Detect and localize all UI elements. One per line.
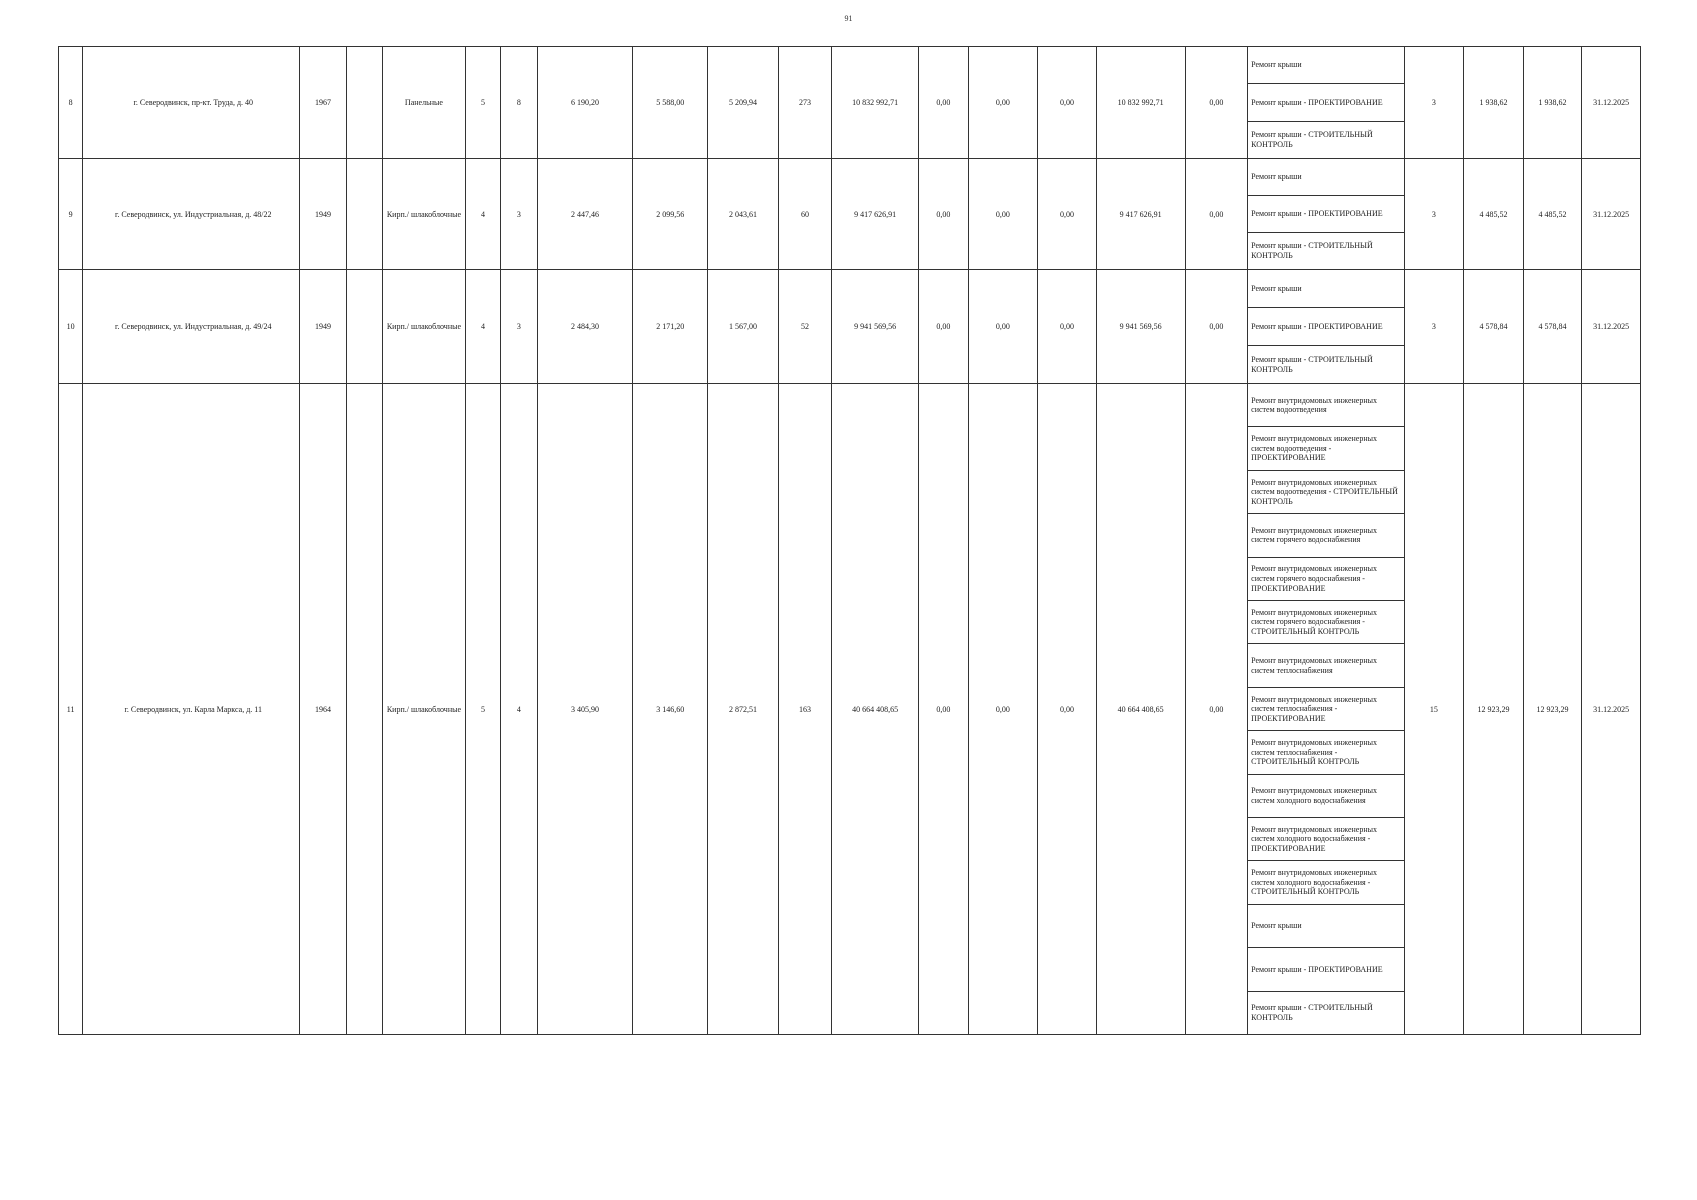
work-item: Ремонт внутридомовых инженерных систем горячего водоснабжения - СТРОИТЕЛЬНЫЙ КОНТРОЛЬ [1248,601,1403,644]
total-cost-cell: 9 417 626,91 [832,159,919,270]
municipal-funds-cell: 0,00 [1038,47,1097,159]
works-list [1248,270,1403,383]
address-cell: г. Северодвинск, ул. Карла Маркса, д. 11 [83,384,300,1035]
blank-cell [346,159,382,270]
municipal-funds-cell: 0,00 [1038,159,1097,270]
premises-area-cell: 3 146,60 [633,384,708,1035]
table-row [59,384,1641,1035]
owners-funds-cell: 9 417 626,91 [1096,159,1185,270]
federal-funds-cell: 0,00 [919,270,968,384]
row-number: 9 [59,159,83,270]
work-item: Ремонт внутридомовых инженерных систем холодного водоснабжения - СТРОИТЕЛЬНЫЙ КОНТРОЛЬ [1248,861,1403,904]
work-item: Ремонт крыши [1248,159,1403,196]
residents-cell: 52 [778,270,832,384]
row-number: 11 [59,384,83,1035]
blank-cell [346,47,382,159]
total-area-cell: 3 405,90 [537,384,633,1035]
work-item: Ремонт внутридомовых инженерных систем водоотведения - ПРОЕКТИРОВАНИЕ [1248,427,1403,470]
works-list [1248,384,1403,1034]
works-list [1248,159,1403,269]
limit-cost-cell: 1 938,62 [1523,47,1582,159]
other-funds-cell: 0,00 [1185,270,1248,384]
repair-register-table [58,46,1641,1035]
federal-funds-cell: 0,00 [919,384,968,1035]
wall-material-cell: Кирп./ шлакоблочные [383,270,466,384]
work-item: Ремонт крыши - СТРОИТЕЛЬНЫЙ КОНТРОЛЬ [1251,130,1373,149]
regional-funds-cell: 0,00 [968,47,1038,159]
unit-cost-cell: 4 485,52 [1464,159,1524,270]
unit-cost-cell: 1 938,62 [1464,47,1524,159]
regional-funds-cell: 0,00 [968,384,1038,1035]
residential-area-cell: 1 567,00 [708,270,779,384]
other-funds-cell: 0,00 [1185,47,1248,159]
work-item: Ремонт внутридомовых инженерных систем теплоснабжения - СТРОИТЕЛЬНЫЙ КОНТРОЛЬ [1248,731,1403,774]
entrances-cell: 3 [501,270,537,384]
work-item: Ремонт крыши - СТРОИТЕЛЬНЫЙ КОНТРОЛЬ [1251,354,1373,374]
deadline-cell: 31.12.2025 [1582,384,1641,1035]
unit-cost-cell: 4 578,84 [1464,270,1524,384]
work-item: Ремонт внутридомовых инженерных систем горячего водоснабжения - ПРОЕКТИРОВАНИЕ [1248,558,1403,601]
work-item: Ремонт крыши - ПРОЕКТИРОВАНИЕ [1248,948,1403,991]
row-number: 10 [59,270,83,384]
work-item: Ремонт крыши - СТРОИТЕЛЬНЫЙ КОНТРОЛЬ [1251,1003,1373,1022]
work-item: Ремонт внутридомовых инженерных систем водоотведения [1248,384,1403,427]
blank-cell [346,270,382,384]
work-item: Ремонт крыши - ПРОЕКТИРОВАНИЕ [1248,84,1403,121]
limit-cost-cell: 4 578,84 [1523,270,1582,384]
total-area-cell: 2 484,30 [537,270,633,384]
residents-cell: 60 [778,159,832,270]
work-item: Ремонт крыши [1248,270,1403,308]
works-count-cell: 3 [1404,159,1464,270]
deadline-cell: 31.12.2025 [1582,270,1641,384]
blank-cell [346,384,382,1035]
premises-area-cell: 2 099,56 [633,159,708,270]
work-item: Ремонт крыши - ПРОЕКТИРОВАНИЕ [1248,196,1403,233]
entrances-cell: 3 [501,159,537,270]
residents-cell: 273 [778,47,832,159]
total-cost-cell: 9 941 569,56 [832,270,919,384]
limit-cost-cell: 12 923,29 [1523,384,1582,1035]
address-cell: г. Северодвинск, пр-кт. Труда, д. 40 [83,47,300,159]
total-cost-cell: 40 664 408,65 [832,384,919,1035]
municipal-funds-cell: 0,00 [1038,270,1097,384]
works-count-cell: 15 [1404,384,1464,1035]
federal-funds-cell: 0,00 [919,47,968,159]
entrances-cell: 8 [501,47,537,159]
floors-cell: 5 [465,384,500,1035]
works-count-cell: 3 [1404,270,1464,384]
federal-funds-cell: 0,00 [919,159,968,270]
year-cell: 1964 [300,384,346,1035]
work-item: Ремонт внутридомовых инженерных систем горячего водоснабжения [1248,514,1403,557]
work-item: Ремонт крыши [1248,47,1403,84]
works-list [1248,47,1403,158]
wall-material-cell: Кирп./ шлакоблочные [383,159,466,270]
work-item: Ремонт внутридомовых инженерных систем теплоснабжения [1248,644,1403,687]
residential-area-cell: 2 043,61 [708,159,779,270]
entrances-cell: 4 [501,384,537,1035]
works-list-cell [1248,384,1404,1035]
residents-cell: 163 [778,384,832,1035]
register-sheet [58,46,1641,1035]
year-cell: 1967 [300,47,346,159]
row-number: 8 [59,47,83,159]
deadline-cell: 31.12.2025 [1582,159,1641,270]
table-row [59,47,1641,159]
regional-funds-cell: 0,00 [968,270,1038,384]
total-area-cell: 6 190,20 [537,47,633,159]
work-item: Ремонт крыши [1248,905,1403,948]
owners-funds-cell: 40 664 408,65 [1096,384,1185,1035]
works-list-cell [1248,270,1404,384]
total-cost-cell: 10 832 992,71 [832,47,919,159]
work-item: Ремонт крыши - СТРОИТЕЛЬНЫЙ КОНТРОЛЬ [1251,241,1373,260]
total-area-cell: 2 447,46 [537,159,633,270]
page-number: 91 [844,14,853,23]
residential-area-cell: 5 209,94 [708,47,779,159]
residential-area-cell: 2 872,51 [708,384,779,1035]
deadline-cell: 31.12.2025 [1582,47,1641,159]
owners-funds-cell: 9 941 569,56 [1096,270,1185,384]
address-cell: г. Северодвинск, ул. Индустриальная, д. 48/22 [83,159,300,270]
other-funds-cell: 0,00 [1185,384,1248,1035]
floors-cell: 4 [465,159,500,270]
other-funds-cell: 0,00 [1185,159,1248,270]
floors-cell: 5 [465,47,500,159]
works-list-cell [1248,159,1404,270]
works-count-cell: 3 [1404,47,1464,159]
limit-cost-cell: 4 485,52 [1523,159,1582,270]
table-row [59,270,1641,384]
regional-funds-cell: 0,00 [968,159,1038,270]
municipal-funds-cell: 0,00 [1038,384,1097,1035]
work-item: Ремонт крыши - ПРОЕКТИРОВАНИЕ [1248,308,1403,346]
unit-cost-cell: 12 923,29 [1464,384,1524,1035]
work-item: Ремонт внутридомовых инженерных систем холодного водоснабжения - ПРОЕКТИРОВАНИЕ [1248,818,1403,861]
work-item: Ремонт внутридомовых инженерных систем теплоснабжения - ПРОЕКТИРОВАНИЕ [1248,688,1403,731]
wall-material-cell: Панельные [383,47,466,159]
year-cell: 1949 [300,270,346,384]
year-cell: 1949 [300,159,346,270]
premises-area-cell: 2 171,20 [633,270,708,384]
table-row [59,159,1641,270]
premises-area-cell: 5 588,00 [633,47,708,159]
address-cell: г. Северодвинск, ул. Индустриальная, д. 49/24 [83,270,300,384]
floors-cell: 4 [465,270,500,384]
wall-material-cell: Кирп./ шлакоблочные [383,384,466,1035]
works-list-cell [1248,47,1404,159]
owners-funds-cell: 10 832 992,71 [1096,47,1185,159]
work-item: Ремонт внутридомовых инженерных систем водоотведения - СТРОИТЕЛЬНЫЙ КОНТРОЛЬ [1248,471,1403,514]
work-item: Ремонт внутридомовых инженерных систем холодного водоснабжения [1248,775,1403,818]
